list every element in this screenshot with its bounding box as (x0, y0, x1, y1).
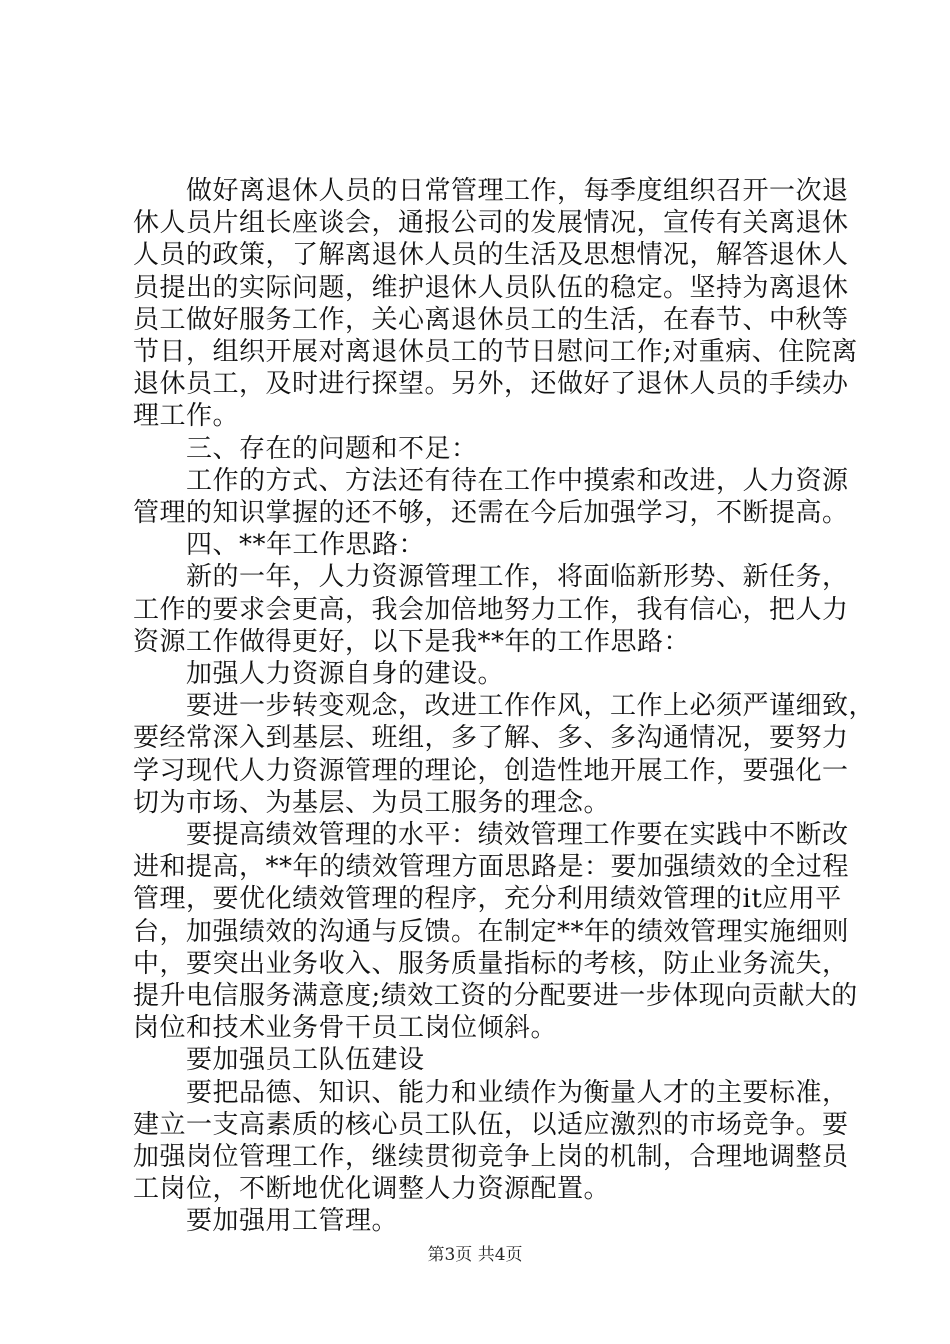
text-line: 建立一支高素质的核心员工队伍，以适应激烈的市场竞争。要 (133, 1109, 849, 1140)
page-number-footer: 第3页 共4页 (427, 1245, 523, 1265)
text-line: 进和提高，**年的绩效管理方面思路是：要加强绩效的全过程 (133, 852, 850, 883)
text-line: 要进一步转变观念，改进工作作风，工作上必须严谨细致， (133, 691, 876, 722)
text-line: 要经常深入到基层、班组，多了解、多、多沟通情况，要努力 (133, 723, 849, 754)
text-line: 加强人力资源自身的建设。 (133, 659, 505, 689)
text-line: 节日，组织开展对离退休员工的节日慰问工作;对重病、住院离 (133, 337, 858, 367)
text-line: 切为市场、为基层、为员工服务的理念。 (133, 787, 611, 818)
text-line: 岗位和技术业务骨干员工岗位倾斜。 (133, 1013, 558, 1044)
text-line: 理工作。 (133, 401, 240, 432)
text-line: 学习现代人力资源管理的理论，创造性地开展工作，要强化一 (133, 755, 849, 786)
text-line: 管理的知识掌握的还不够，还需在今后加强学习，不断提高。 (133, 498, 849, 528)
text-line: 工作的方式、方法还有待在工作中摸索和改进，人力资源 (133, 465, 849, 496)
text-line: 要加强员工队伍建设 (133, 1045, 425, 1076)
text-line: 要加强用工管理。 (133, 1206, 399, 1237)
section-heading: 三、存在的问题和不足： (133, 433, 478, 464)
text-line: 要把品德、知识、能力和业绩作为衡量人才的主要标准， (133, 1077, 849, 1108)
text-line: 要提高绩效管理的水平：绩效管理工作要在实践中不断改 (133, 820, 849, 850)
text-line: 员工做好服务工作，关心离退休员工的生活，在春节、中秋等 (133, 304, 849, 335)
text-line: 工作的要求会更高，我会加倍地努力工作，我有信心，把人力 (133, 594, 849, 625)
text-line: 资源工作做得更好，以下是我**年的工作思路： (133, 626, 691, 657)
text-line: 提升电信服务满意度;绩效工资的分配要进一步体现向贡献大的 (133, 981, 858, 1011)
text-line: 中，要突出业务收入、服务质量指标的考核，防止业务流失， (133, 948, 849, 979)
text-line: 员提出的实际问题，维护退休人员队伍的稳定。坚持为离退休 (133, 272, 849, 303)
text-line: 退休员工，及时进行探望。另外，还做好了退休人员的手续办 (133, 369, 849, 400)
text-line: 加强岗位管理工作，继续贯彻竞争上岗的机制，合理地调整员 (133, 1142, 849, 1172)
text-line: 休人员片组长座谈会，通报公司的发展情况，宣传有关离退休 (133, 208, 849, 239)
text-line: 人员的政策，了解离退休人员的生活及思想情况，解答退休人 (133, 240, 849, 271)
text-line: 台，加强绩效的沟通与反馈。在制定**年的绩效管理实施细则 (133, 916, 850, 947)
text-line: 新的一年，人力资源管理工作，将面临新形势、新任务， (133, 562, 849, 593)
text-line: 管理，要优化绩效管理的程序，充分利用绩效管理的it应用平 (133, 884, 842, 915)
text-line: 工岗位，不断地优化调整人力资源配置。 (133, 1174, 611, 1205)
text-line: 做好离退休人员的日常管理工作，每季度组织召开一次退 (133, 176, 849, 206)
section-heading: 四、**年工作思路： (133, 530, 426, 561)
